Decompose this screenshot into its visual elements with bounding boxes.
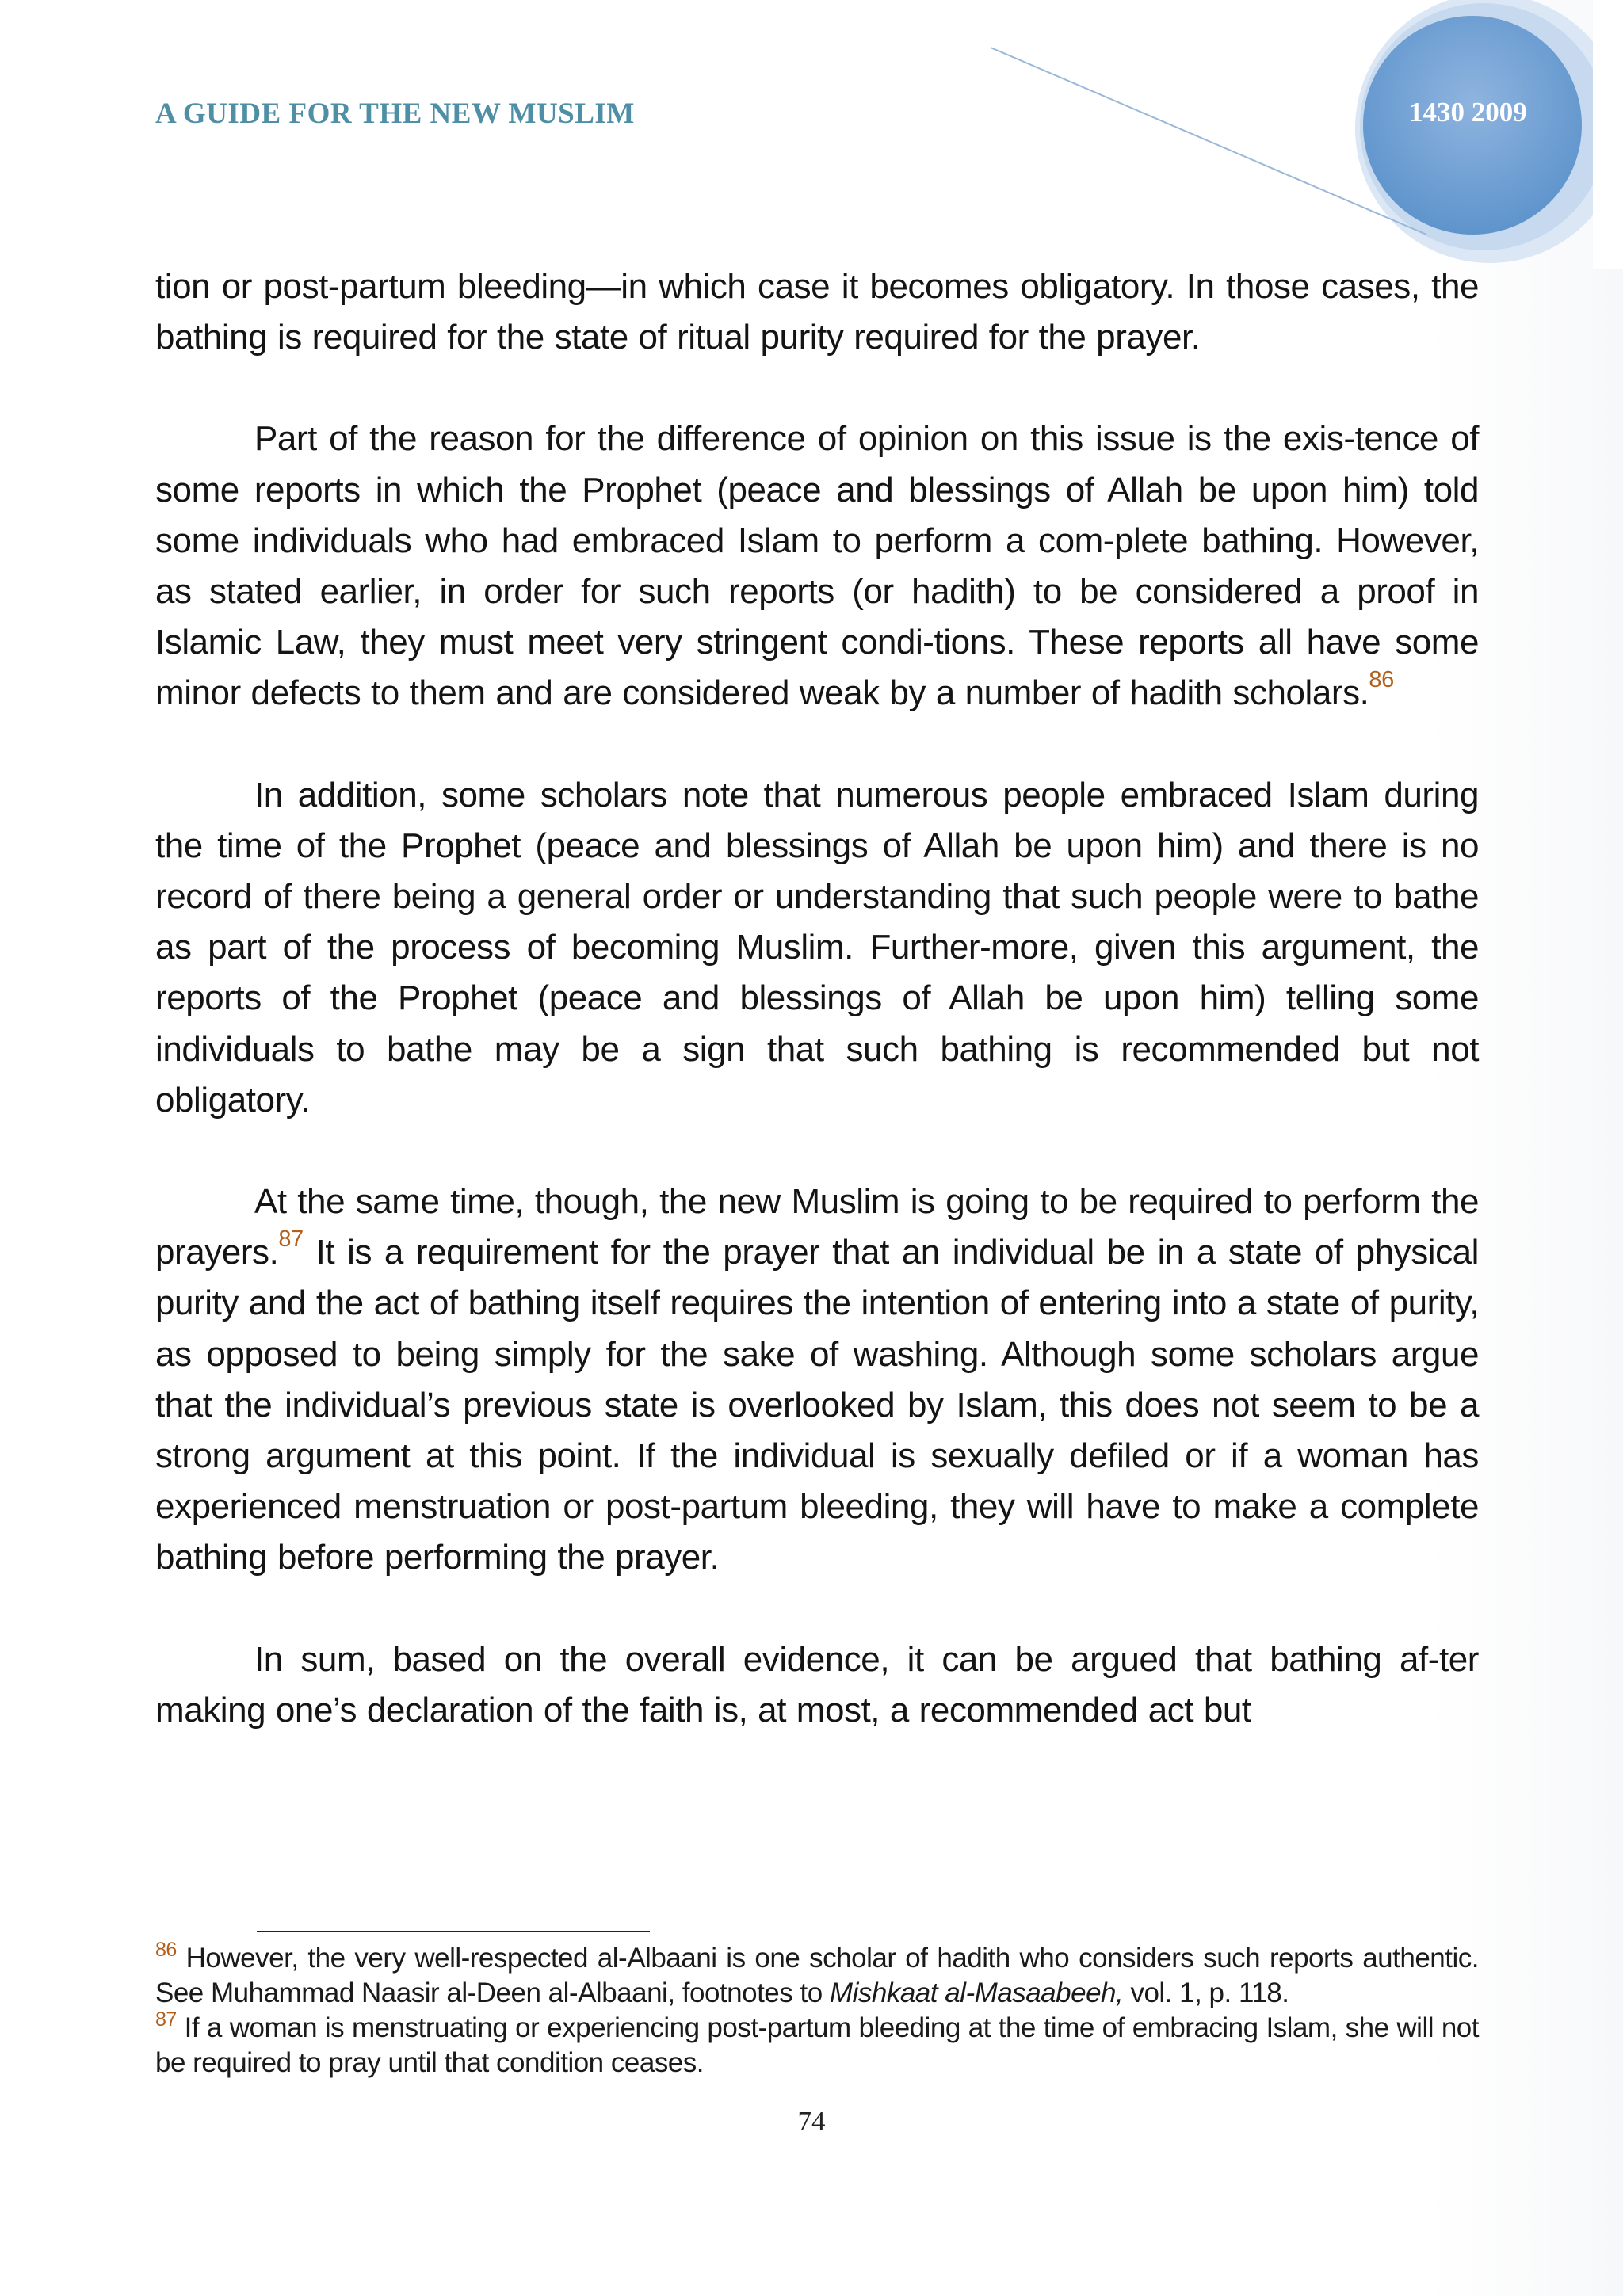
footnote-87 <box>155 2008 1479 2081</box>
footnote-86-text-a: However, the very well-respected al-Albaani is one scholar of hadith who considers such reports authentic. See Muhammad Naasir al-Deen al-Albaani, footnotes to <box>155 1943 1479 2008</box>
paragraph-4-text-a: At the same time, though, the new Muslim is going to be required to perform the prayers. <box>155 1182 1479 1272</box>
paragraph-1: tion or post-partum bleeding—in which case it becomes obligatory. In those cases, the bathing is required for the state of ritual purity required for the prayer. <box>155 267 1479 357</box>
paragraph-2-text: Part of the reason for the difference of opinion on this issue is the exis-tence of some reports in which the Prophet (peace and blessings of Allah be upon him) told some individuals who had embraced Islam to perform a com-plete bathing. However, as stated earlier, in order for such reports (or hadith) to be considered a proof in Islamic Law, they must meet very stringent condi-tions. These reports all have some minor defects to them and are considered weak by a number of hadith scholars. <box>155 419 1479 713</box>
paragraph-2 <box>155 414 1479 719</box>
footnote-86-book-title: Mishkaat al-Masaabeeh, <box>829 1978 1124 2008</box>
footnote-number-87: 87 <box>155 2008 177 2031</box>
footnotes <box>155 1941 1479 2081</box>
footnote-ref-86[interactable]: 86 <box>1369 667 1394 693</box>
footnote-separator <box>257 1931 650 1932</box>
paragraph-5: In sum, based on the overall evidence, it can be argued that bathing af-ter making one’s declaration of the faith is, at most, a recommended act but <box>155 1639 1479 1730</box>
footnote-86-text-b: vol. 1, p. 118. <box>1123 1978 1289 2008</box>
year-label: 1430 2009 <box>1409 97 1527 128</box>
footnote-number-86: 86 <box>155 1939 177 1961</box>
body-text <box>155 261 1479 1736</box>
page-number: 74 <box>797 2106 826 2137</box>
footnote-ref-87[interactable]: 87 <box>278 1226 304 1253</box>
paragraph-4 <box>155 1177 1479 1584</box>
paragraph-3: In addition, some scholars note that numerous people embraced Islam during the time of the Prophet (peace and blessings of Allah be upon him) and there is no record of there being a general order or understanding that such people were to bathe as part of the process of becoming Muslim. Further-more, given this argument, the reports of the Prophet (peace and blessings of Allah be upon him) telling some individuals to bathe may be a sign that such bathing is recommended but not obligatory. <box>155 775 1479 1119</box>
header-decoration <box>0 0 1623 269</box>
footnote-87-text: If a woman is menstruating or experiencing post-partum bleeding at the time of embracing Islam, she will not be required to pray until that condition ceases. <box>155 2012 1479 2078</box>
book-title: A GUIDE FOR THE NEW MUSLIM <box>155 97 635 130</box>
paragraph-4-text-b: It is a requirement for the prayer that an individual be in a state of physical purity and the act of bathing itself requires the intention of entering into a state of purity, as opposed to being simply for the sake of washing. Although some scholars argue that the individual’s previous state is overlooked by Islam, this does not seem to be a strong argument at this point. If the individual is sexually defiled or if a woman has experienced menstruation or post-partum bleeding, they will have to make a complete bathing before performing the prayer. <box>155 1233 1479 1577</box>
footnote-86 <box>155 1941 1479 2011</box>
header-right-edge <box>1593 0 1623 269</box>
